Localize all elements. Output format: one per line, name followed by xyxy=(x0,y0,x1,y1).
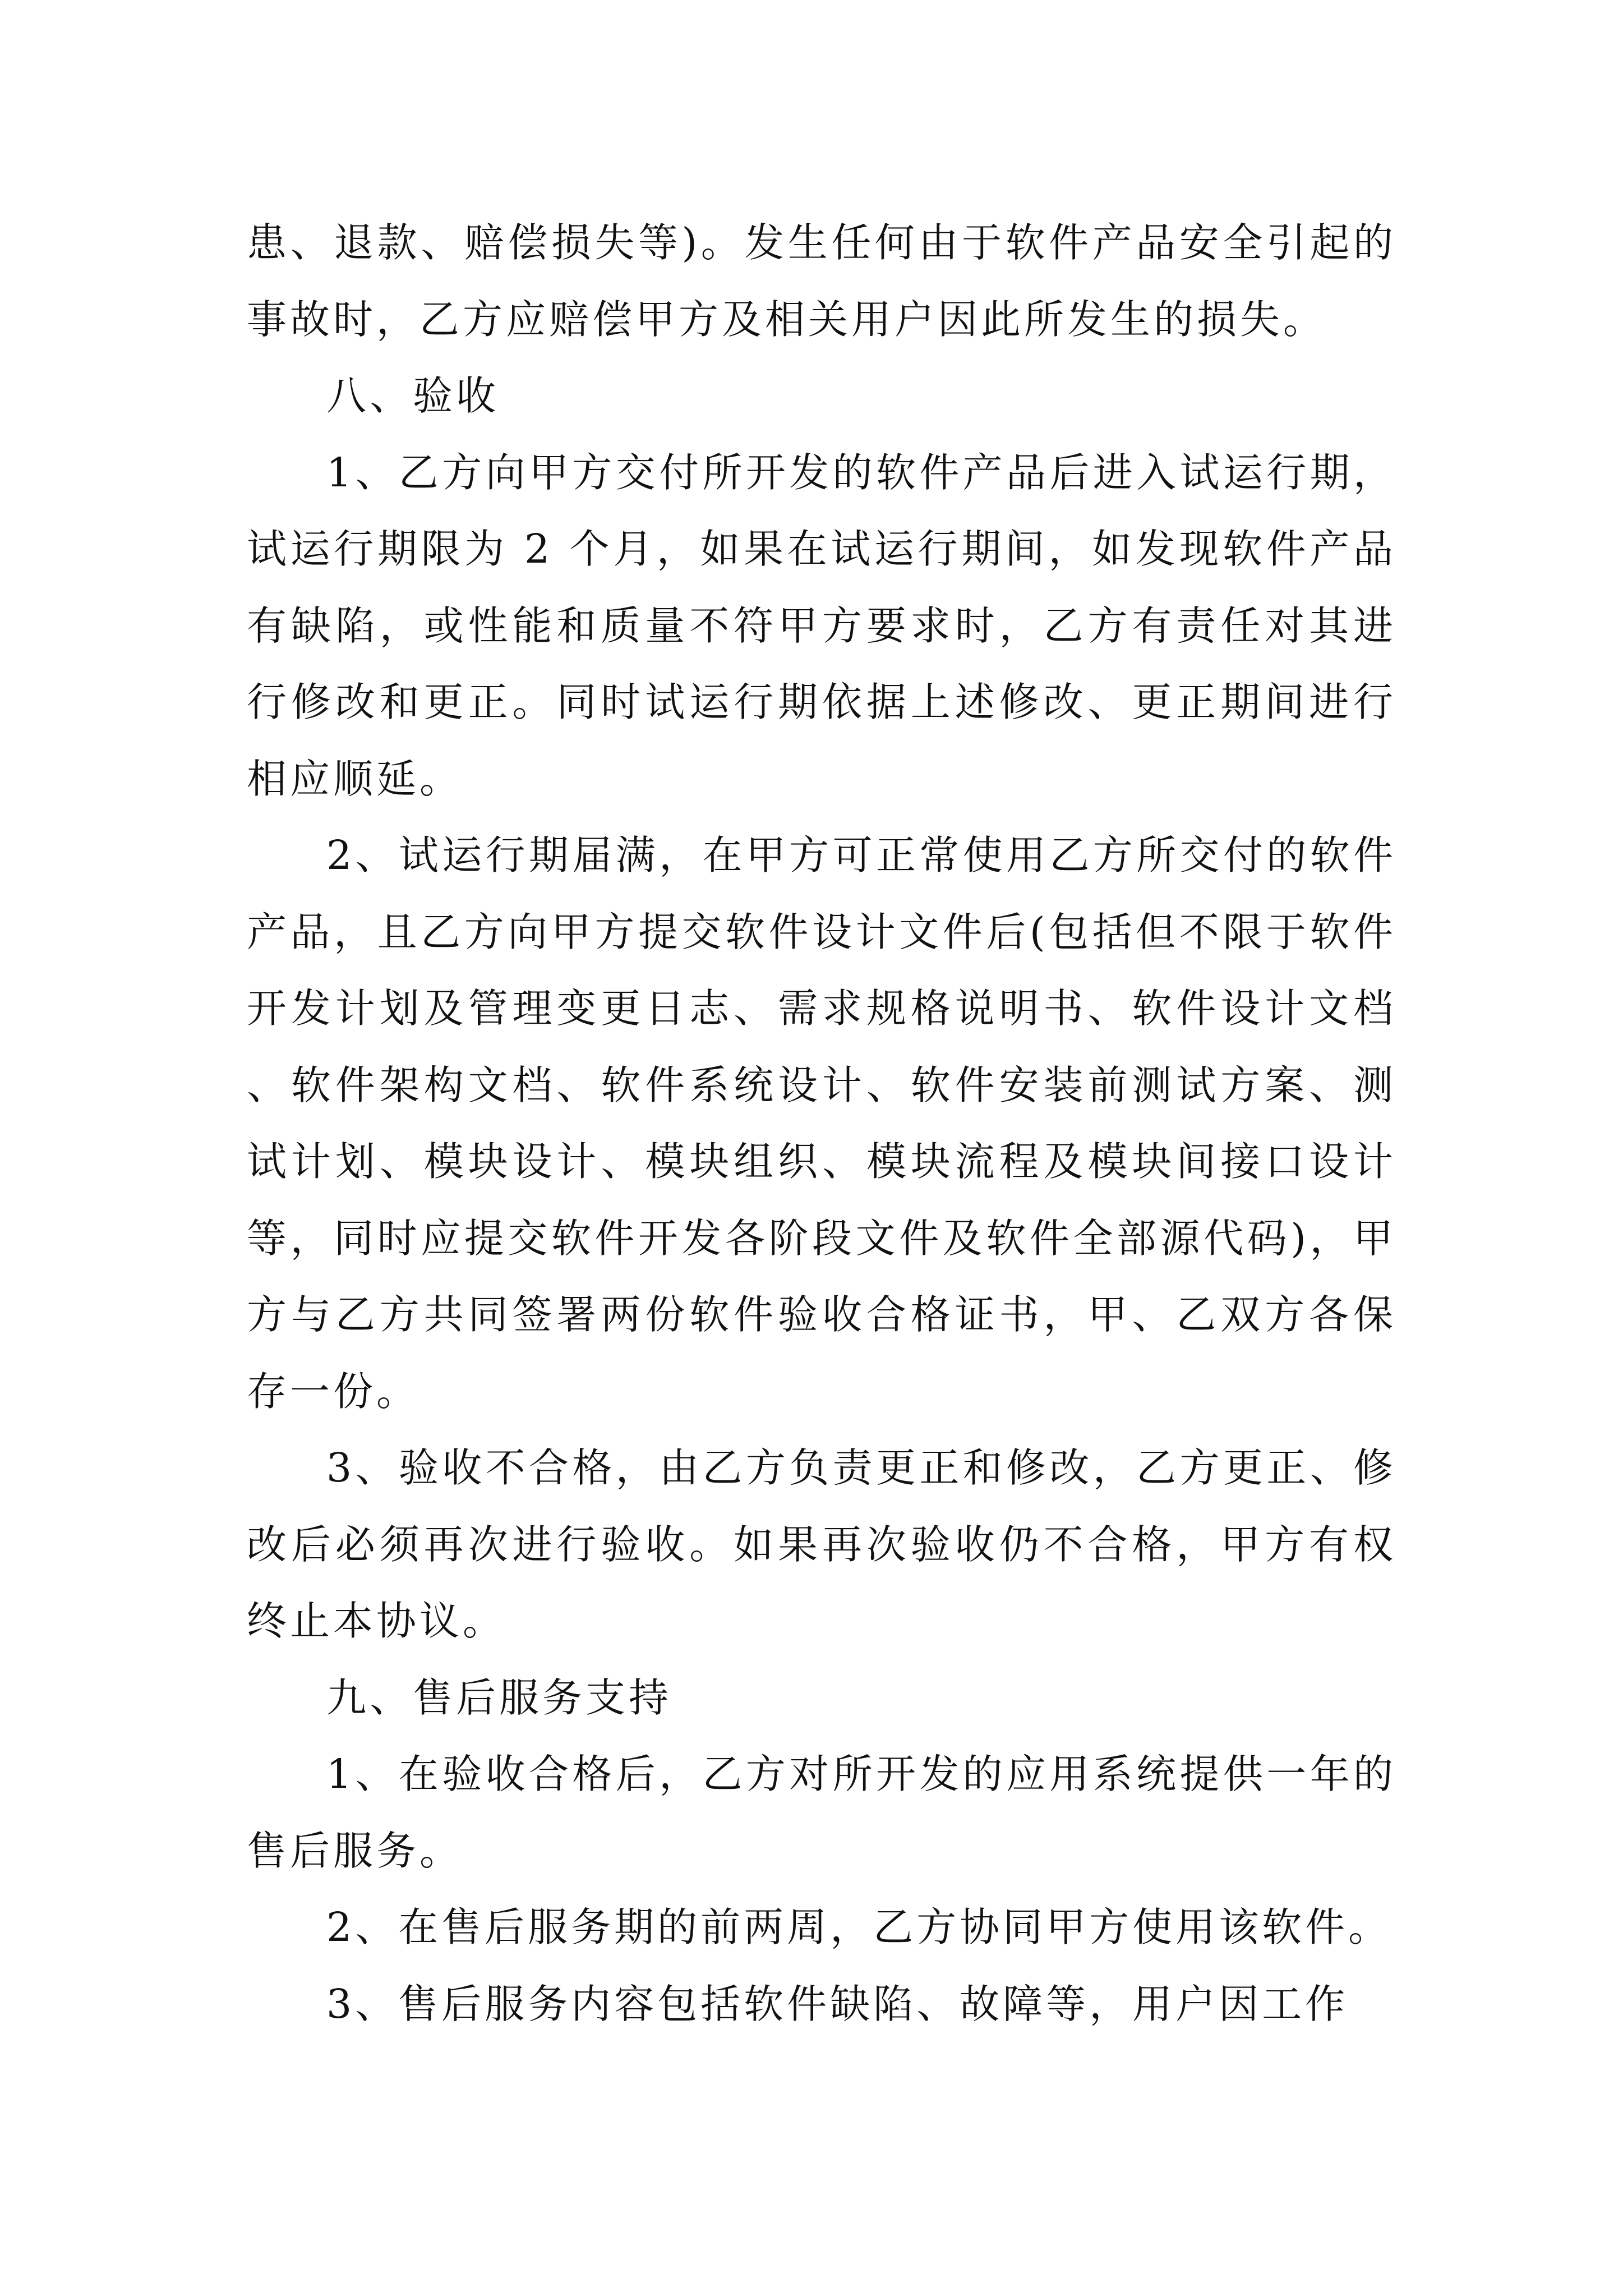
section-heading-after-sales: 九、售后服务支持 xyxy=(326,1674,672,1721)
paragraph-acceptance-3: 3、验收不合格，由乙方负责更正和修改，乙方更正、修改后必须再次进行验收。如果再次验收仍不合格，甲方有权终止本协议。 xyxy=(247,1444,1396,1644)
paragraph-after-sales-2: 2、在售后服务期的前两周，乙方协同甲方使用该软件。 xyxy=(326,1904,1392,1950)
paragraph-acceptance-1: 1、乙方向甲方交付所开发的软件产品后进入试运行期，试运行期限为 2 个月，如果在试运行期间，如发现软件产品有缺陷，或性能和质量不符甲方要求时，乙方有责任对其进行修改和更正。同时试运行期依据上述修改、更正期间进行相应顺延。 xyxy=(247,449,1396,802)
paragraph-after-sales-1: 1、在验收合格后，乙方对所开发的应用系统提供一年的售后服务。 xyxy=(247,1751,1396,1874)
paragraph-acceptance-2: 2、试运行期届满，在甲方可正常使用乙方所交付的软件产品，且乙方向甲方提交软件设计文件后(包括但不限于软件开发计划及管理变更日志、需求规格说明书、软件设计文档、软件架构文档、软件系统设计、软件安装前测试方案、测试计划、模块设计、模块组织、模块流程及模块间接口设计等，同时应提交软件开发各阶段文件及软件全部源代码)，甲方与乙方共同签署两份软件验收合格证书，甲、乙双方各保存一份。 xyxy=(247,832,1396,1415)
paragraph-after-sales-3: 3、售后服务内容包括软件缺陷、故障等，用户因工作 xyxy=(326,1980,1349,2027)
document-body xyxy=(247,205,1396,2042)
section-heading-acceptance: 八、验收 xyxy=(326,372,500,419)
paragraph-continuation: 患、退款、赔偿损失等)。发生任何由于软件产品安全引起的事故时，乙方应赔偿甲方及相关用户因此所发生的损失。 xyxy=(247,219,1396,343)
